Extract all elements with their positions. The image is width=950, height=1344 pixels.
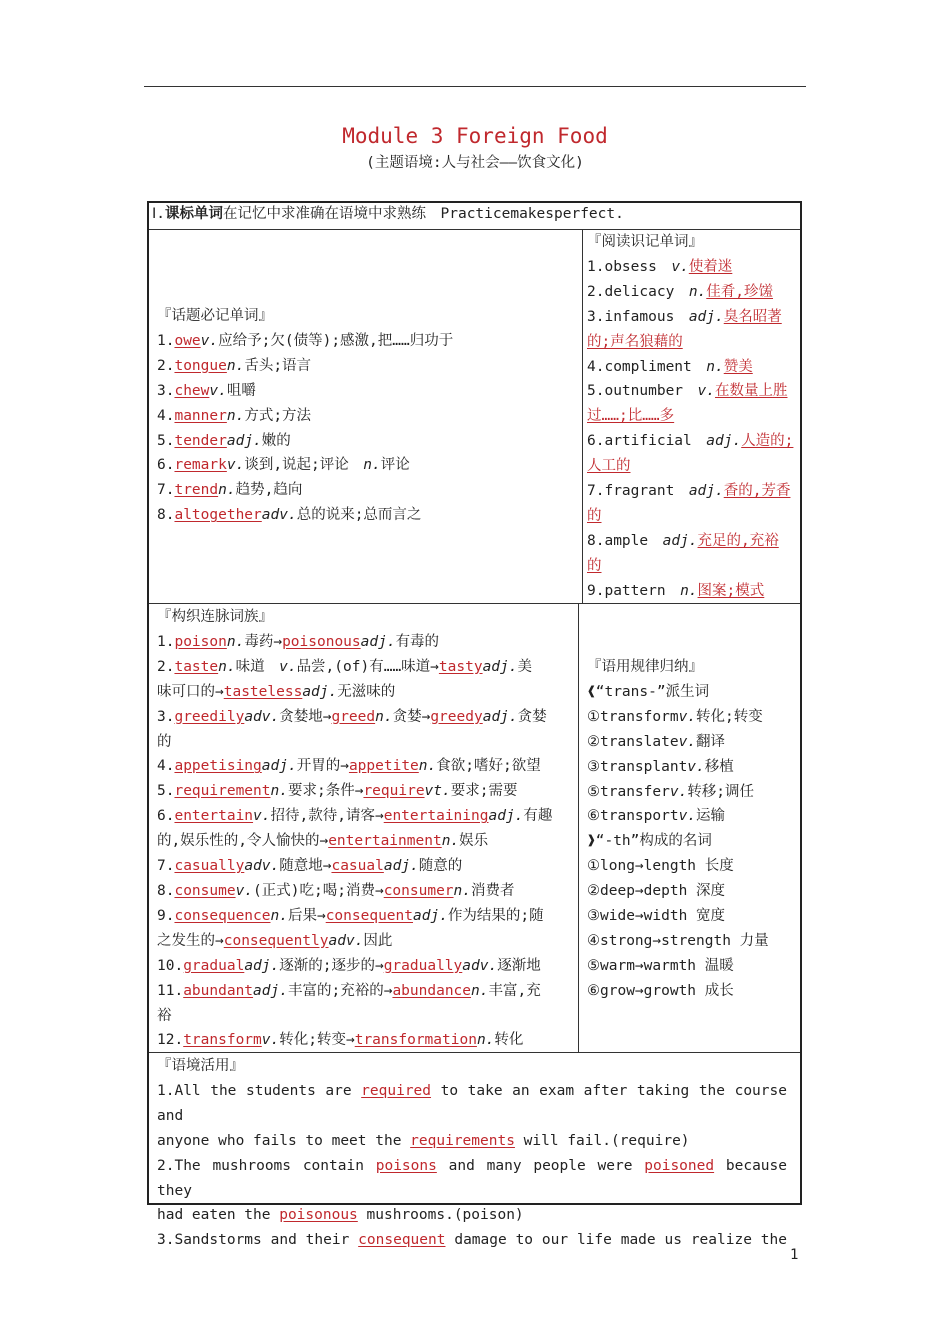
list-item: 2.delicacy n.佳肴,珍馐 xyxy=(587,283,774,300)
list-item: 9.pattern n.图案;模式 xyxy=(587,582,765,599)
list-item: 8.consumev.(正式)吃;喝;消费→consumern.消费者 xyxy=(157,882,515,899)
list-item: 6.entertainv.招待,款待,请客→entertainingadj.有趣 xyxy=(157,808,553,825)
vocab-table xyxy=(147,201,802,1249)
reading-words-block: 『阅读识记单词』 1.obsess v.使着迷 2.delicacy n.佳肴,珍馐 3.infamous adj.臭名昭著 的;声名狼藉的 4.compliment n.赞美 5.outnumber v.在数量上胜 过……;比……多 6.artificial adj.人造的; 人工的 7.fragrant adj.香的,芳香 的 8.ample adj.充足的,充裕 的 9.pattern n.图案;模式 xyxy=(587,230,793,604)
usage-rules-heading: 『语用规律归纳』 xyxy=(587,659,703,675)
list-item: ②deep→depth 深度 xyxy=(587,883,726,900)
section-header: Ⅰ.课标单词在记忆中求准确在语境中求熟练 Practicemakesperfect. xyxy=(152,206,624,222)
sentence-line: 3.Sandstorms and their consequent damage to our life made us realize the xyxy=(157,1232,787,1249)
list-item: 8.ample adj.充足的,充裕 xyxy=(587,532,779,549)
list-item: 10.gradualadj.逐渐的;逐步的→graduallyadv.逐渐地 xyxy=(157,957,541,974)
list-item: 7.fragrant adj.香的,芳香 xyxy=(587,483,791,500)
topic-words-block xyxy=(157,304,453,528)
list-item: 5.outnumber v.在数量上胜 xyxy=(587,383,788,400)
list-item: 8.altogetheradv.总的说来;总而言之 xyxy=(157,507,422,524)
list-item: ①transformv.转化;转变 xyxy=(587,708,763,725)
list-item: ①long→length 长度 xyxy=(587,858,734,875)
page-number: 1 xyxy=(790,1247,799,1263)
list-item: 4.appetisingadj.开胃的→appetiten.食欲;嗜好;欲望 xyxy=(157,758,541,775)
list-item: 3.chewv.咀嚼 xyxy=(157,382,256,399)
page-title: Module 3 Foreign Food xyxy=(342,124,608,148)
list-item: 2.tasten.味道 v.品尝,(of)有……味道→tastyadj.美 xyxy=(157,658,532,675)
sentence-line: 2.The mushrooms contain poisons and many people were poisoned because they xyxy=(157,1157,788,1199)
list-item: 5.tenderadj.嫩的 xyxy=(157,432,291,449)
list-item: 6.artificial adj.人造的; xyxy=(587,433,794,450)
sentence-line: had eaten the poisonous mushrooms.(poison) xyxy=(157,1207,524,1224)
list-item: 1.poisonn.毒药→poisonousadj.有毒的 xyxy=(157,633,440,650)
list-item: ⑥transportv.运输 xyxy=(587,808,726,825)
list-item: 7.trendn.趋势,趋向 xyxy=(157,482,303,499)
col-divider xyxy=(582,229,583,603)
word-family-block: 『构织连脉词族』 1.poisonn.毒药→poisonousadj.有毒的 2.tasten.味道 v.品尝,(of)有……味道→tastyadj.美 味可口的→tastelessadj.无滋味的 3.greedilyadv.贪婪地→greedn.贪婪→greedyadj.贪婪 的 4.appetisingadj.开胃的→appetiten.食欲;嗜好;欲望 5.requirementn.要求;条件→requirevt.要求;需要 6.entertainv.招待,款待,请客→entertainingadj.有趣 的,娱乐性的,令人愉快的→entertainmentn.娱乐 7.casuallyadv.随意地→casualadj.随意的 8.consumev.(正式)吃;喝;消费→consumern.消费者 9.consequencen.后果→consequentadj.作为结果的;随 之发生的→consequentlyadv.因此 10.gradualadj.逐渐的;逐步的→graduallyadv.逐渐地 11.abundantadj.丰富的;充裕的→abundancen.丰富,充 裕 12.transformv.转化;转变→transformationn.转化 xyxy=(157,605,552,1053)
list-item: 4.mannern.方式;方法 xyxy=(157,407,312,424)
list-item: 5.requirementn.要求;条件→requirevt.要求;需要 xyxy=(157,783,518,800)
rule-group-title: ❰“trans-”派生词 xyxy=(587,683,710,700)
list-item: ⑥grow→growth 成长 xyxy=(587,982,734,999)
list-item: ②translatev.翻译 xyxy=(587,733,726,750)
list-item: ④strong→strength 力量 xyxy=(587,932,769,949)
word-family-heading: 『构织连脉词族』 xyxy=(157,609,273,625)
topic-words-heading: 『话题必记单词』 xyxy=(157,308,273,324)
list-item: 1.owev.应给予;欠(债等);感激,把……归功于 xyxy=(157,332,454,349)
list-item: ③wide→width 宽度 xyxy=(587,908,726,925)
sentence-line: 1.All the students are required to take an exam after taking the course and xyxy=(157,1082,787,1124)
page-subtitle: (主题语境:人与社会——饮食文化) xyxy=(366,155,584,171)
list-item: 2.tonguen.舌头;语言 xyxy=(157,357,312,374)
context-heading: 『语境活用』 xyxy=(157,1058,244,1074)
list-item: 12.transformv.转化;转变→transformationn.转化 xyxy=(157,1032,524,1049)
header-rule xyxy=(144,86,806,87)
list-item: 7.casuallyadv.随意地→casualadj.随意的 xyxy=(157,858,463,875)
list-item: ③transplantv.移植 xyxy=(587,758,734,775)
usage-rules-block xyxy=(587,655,769,1004)
list-item: ⑤warm→warmth 温暖 xyxy=(587,957,734,974)
reading-words-heading: 『阅读识记单词』 xyxy=(587,234,703,250)
context-block xyxy=(157,1054,787,1253)
list-item: ⑤transferv.转移;调任 xyxy=(587,783,755,800)
col-divider xyxy=(578,603,579,1052)
list-item: 3.infamous adj.臭名昭著 xyxy=(587,308,782,325)
list-item: 4.compliment n.赞美 xyxy=(587,358,753,375)
rule-group-title: ❱“-th”构成的名词 xyxy=(587,833,712,850)
sentence-line: anyone who fails to meet the requirements will fail.(require) xyxy=(157,1132,690,1149)
list-item: 9.consequencen.后果→consequentadj.作为结果的;随 xyxy=(157,907,544,924)
list-item: 3.greedilyadv.贪婪地→greedn.贪婪→greedyadj.贪婪 xyxy=(157,708,547,725)
list-item: 11.abundantadj.丰富的;充裕的→abundancen.丰富,充 xyxy=(157,982,541,999)
list-item: 6.remarkv.谈到,说起;评论 n.评论 xyxy=(157,457,410,474)
list-item: 1.obsess v.使着迷 xyxy=(587,258,733,275)
